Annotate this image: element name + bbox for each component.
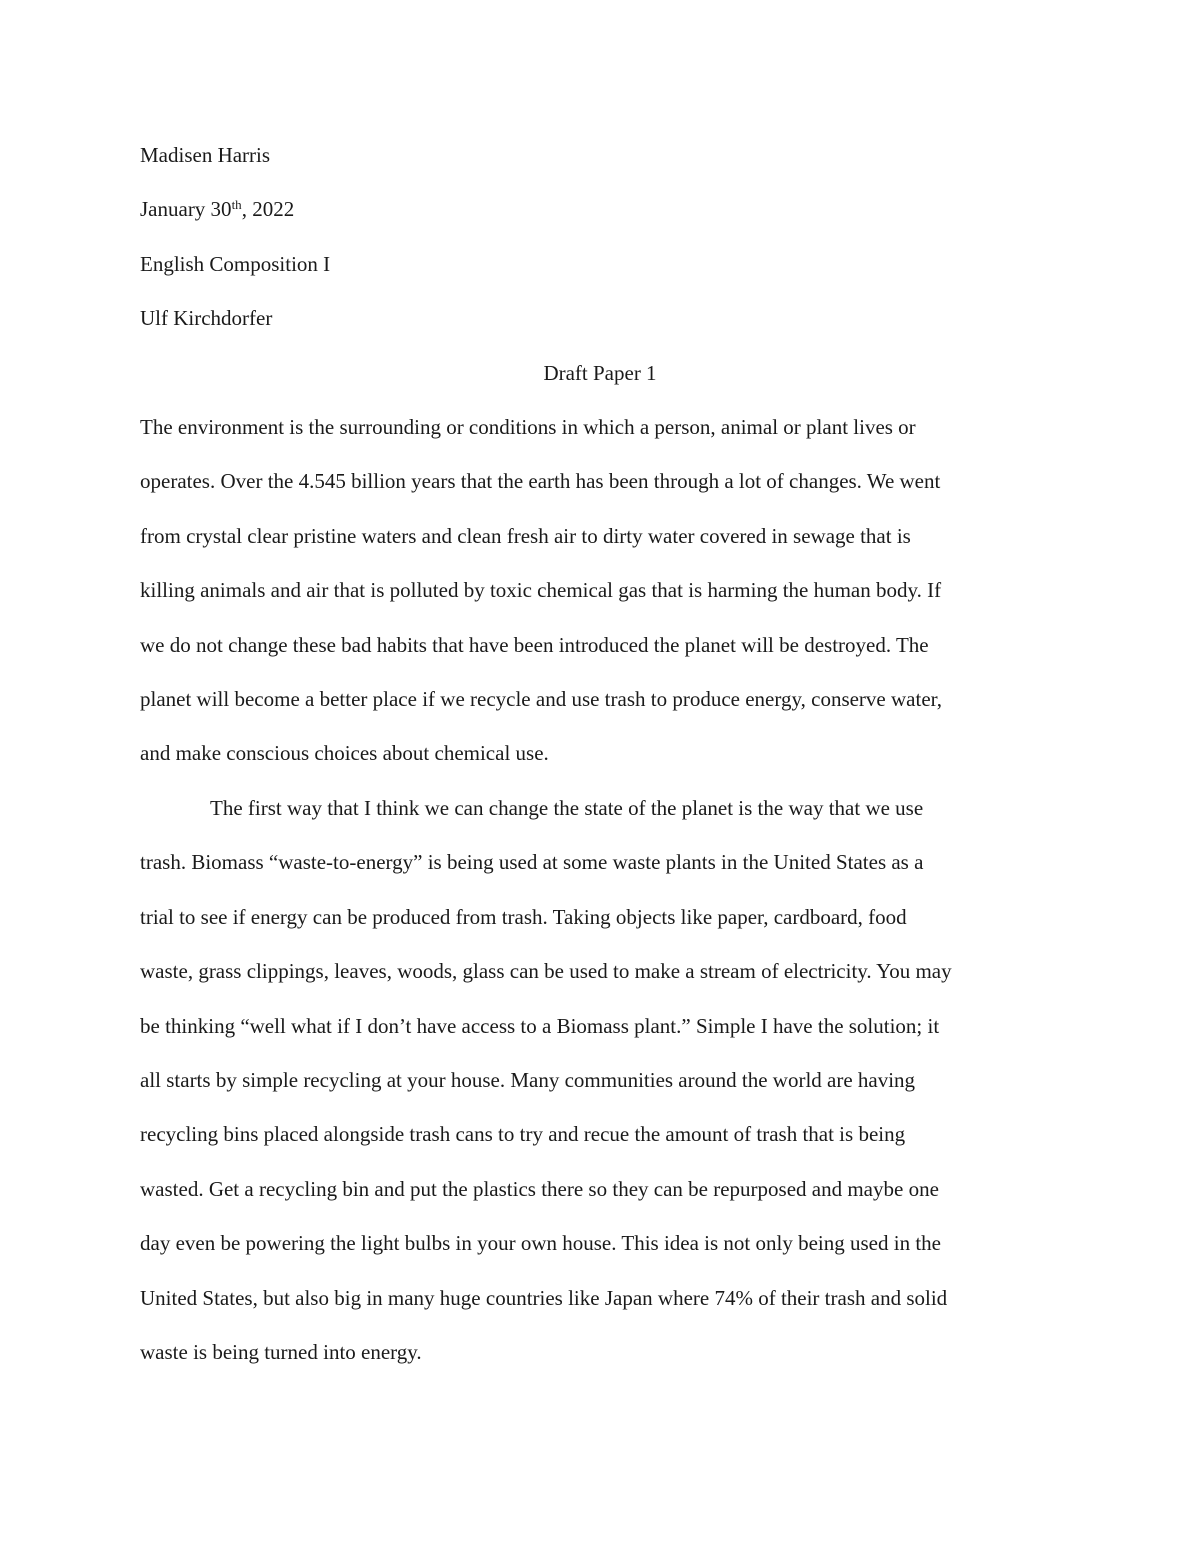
paragraph-line: all starts by simple recycling at your house. Many communities around the world are having bbox=[140, 1067, 916, 1092]
paragraph-line: we do not change these bad habits that have been introduced the planet will be destroyed. The bbox=[140, 632, 929, 657]
date-prefix: January 30 bbox=[140, 197, 232, 222]
paragraph-line: and make conscious choices about chemical use. bbox=[140, 741, 549, 766]
paragraph-line: The environment is the surrounding or conditions in which a person, animal or plant lives or bbox=[140, 415, 916, 440]
course-name: English Composition I bbox=[140, 251, 331, 276]
date-line bbox=[140, 182, 1060, 236]
author-name: Madisen Harris bbox=[140, 143, 271, 167]
paragraph-line: waste is being turned into energy. bbox=[140, 1339, 422, 1364]
instructor-name: Ulf Kirchdorfer bbox=[140, 306, 273, 331]
paragraph-line: trash. Biomass “waste-to-energy” is being used at some waste plants in the United States as a bbox=[140, 850, 924, 875]
paragraph-line: be thinking “well what if I don’t have access to a Biomass plant.” Simple I have the solution; it bbox=[140, 1013, 940, 1038]
paragraph-line: day even be powering the light bulbs in your own house. This idea is not only being used in the bbox=[140, 1231, 941, 1256]
paragraph-line: planet will become a better place if we recycle and use trash to produce energy, conserve water, bbox=[140, 687, 943, 712]
paragraph-line: wasted. Get a recycling bin and put the plastics there so they can be repurposed and maybe one bbox=[140, 1176, 939, 1201]
paragraph-line: United States, but also big in many huge countries like Japan where 74% of their trash and solid bbox=[140, 1285, 948, 1310]
date-year: , 2022 bbox=[241, 197, 295, 222]
paragraph-line: operates. Over the 4.545 billion years that the earth has been through a lot of changes. We went bbox=[140, 469, 941, 494]
paragraph-line: from crystal clear pristine waters and clean fresh air to dirty water covered in sewage that is bbox=[140, 523, 911, 548]
document-body bbox=[140, 128, 1060, 1379]
paper-title: Draft Paper 1 bbox=[543, 360, 657, 385]
paragraph-line: recycling bins placed alongside trash cans to try and recue the amount of trash that is being bbox=[140, 1122, 906, 1147]
paragraph-line: killing animals and air that is polluted by toxic chemical gas that is harming the human body. If bbox=[140, 578, 942, 603]
paragraph-line: waste, grass clippings, leaves, woods, glass can be used to make a stream of electricity. You may bbox=[140, 959, 952, 984]
paragraph-2 bbox=[140, 781, 1060, 1379]
paragraph-line: trial to see if energy can be produced from trash. Taking objects like paper, cardboard, food bbox=[140, 904, 907, 929]
paragraph-1 bbox=[140, 400, 1060, 781]
date-ordinal-suffix: th bbox=[231, 197, 242, 213]
paragraph-line: The first way that I think we can change the state of the planet is the way that we use bbox=[210, 795, 924, 820]
